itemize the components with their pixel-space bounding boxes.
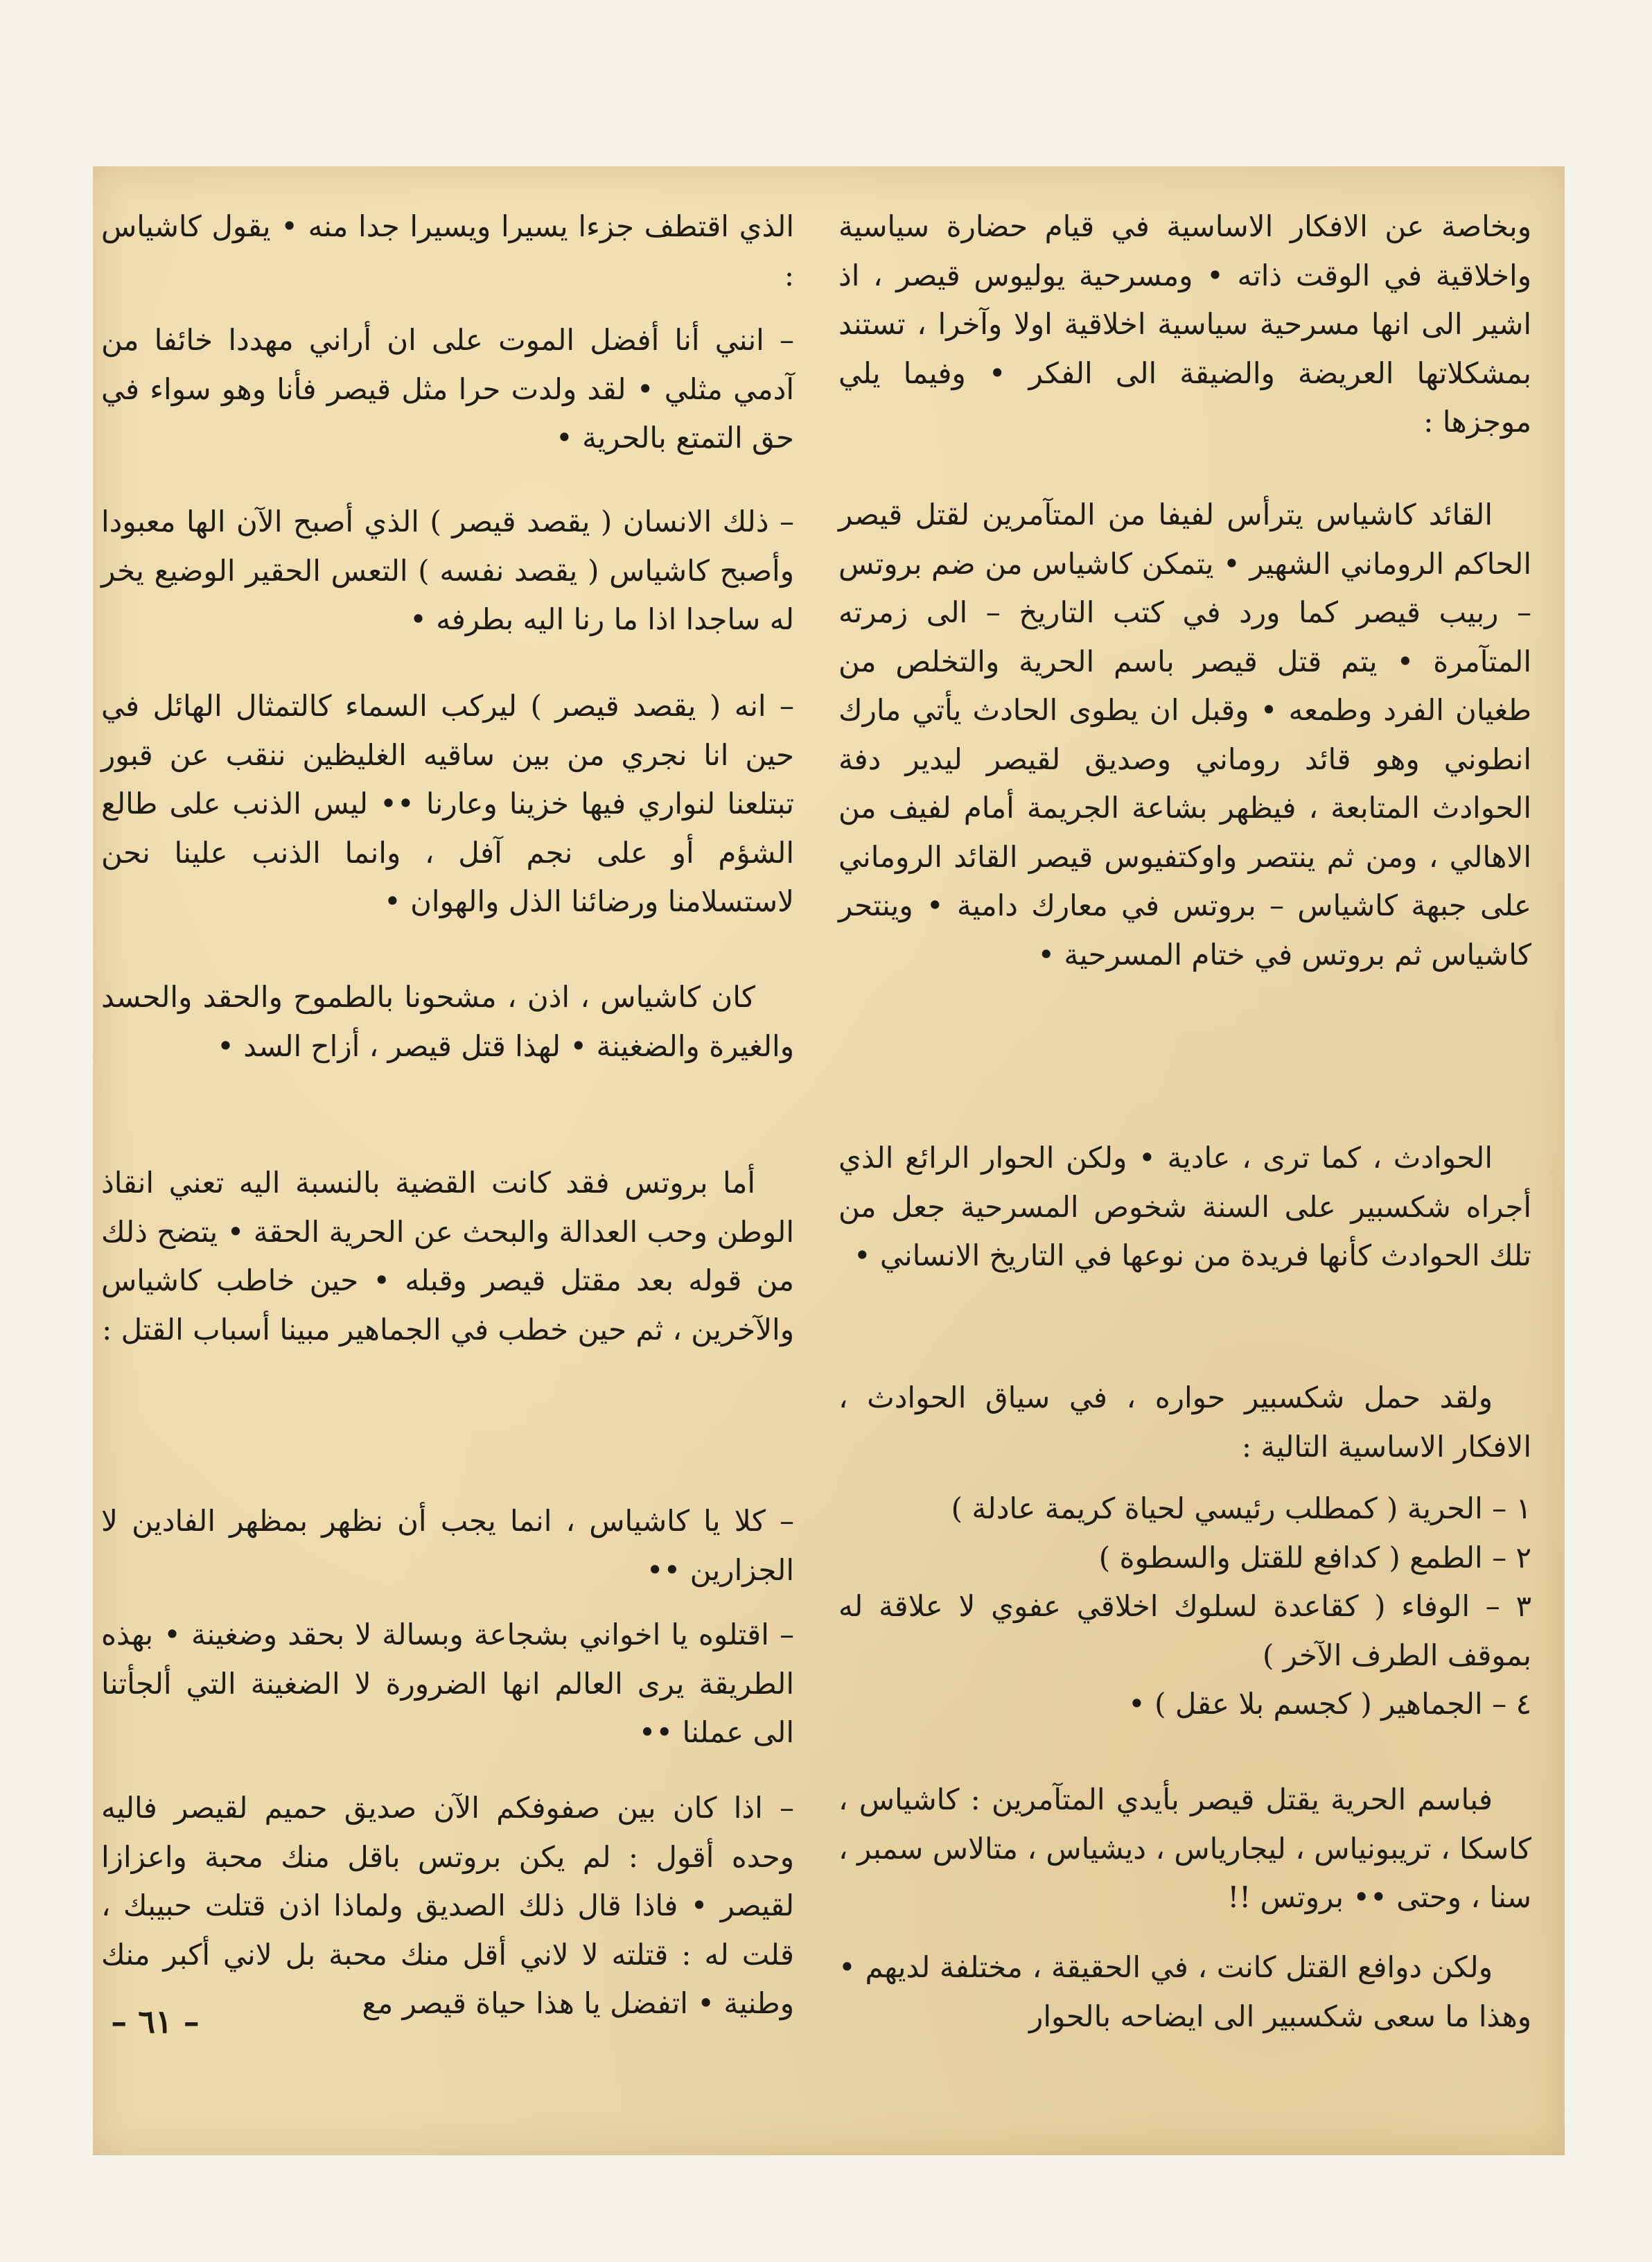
paragraph: فباسم الحرية يقتل قيصر بأيدي المتآمرين : كاشياس ، كاسكا ، تريبونياس ، ليجارياس ، ديشياس ، متالاس سمبر ، سنا ، وحتى •• بروتس !! — [838, 1782, 1531, 1915]
paragraph: ولكن دوافع القتل كانت ، في الحقيقة ، مختلفة لديهم • وهذا ما سعى شكسبير الى ايضاحه بالحوار — [838, 1950, 1531, 2033]
quote-paragraph: – كلا يا كاشياس ، انما يجب أن نظهر بمظهر الفادين لا الجزارين •• — [101, 1504, 794, 1587]
quote-paragraph: – انه ( يقصد قيصر ) ليركب السماء كالتمثال الهائل في حين انا نجري من بين ساقيه الغليظين ننقب عن قبور تبتلعنا لنواري فيها خزينا وعارنا •• ليس الذنب على طالع الشؤم أو على نجم آفل ، وانما الذنب علينا نحن لاستسلامنا ورضائنا الذل والهوان • — [101, 689, 794, 919]
paragraph: الحوادث ، كما ترى ، عادية • ولكن الحوار الرائع الذي أجراه شكسبير على السنة شخوص المسرحية جعل من تلك الحوادث كأنها فريدة من نوعها في التاريخ الانساني • — [838, 1141, 1531, 1273]
list-item: ٢ – الطمع ( كدافع للقتل والسطوة ) — [1098, 1540, 1531, 1575]
paragraph: كان كاشياس ، اذن ، مشحونا بالطموح والحقد والحسد والغيرة والضغينة • لهذا قتل قيصر ، أزاح السد • — [101, 980, 794, 1063]
page-number: – ٦١ – — [111, 2003, 200, 2040]
paragraph: أما بروتس فقد كانت القضية بالنسبة اليه تعني انقاذ الوطن وحب العدالة والبحث عن الحرية الحقة • يتضح ذلك من قوله بعد مقتل قيصر وقبله • حين خاطب كاشياس والآخرين ، ثم حين خطب في الجماهير مبينا أسباب القتل : — [101, 1166, 794, 1347]
list-item: ١ – الحرية ( كمطلب رئيسي لحياة كريمة عادلة ) — [951, 1491, 1531, 1525]
quote-paragraph: – اقتلوه يا اخواني بشجاعة وبسالة لا بحقد وضغينة • بهذه الطريقة يرى العالم انها الضرورة لا الضغينة التي ألجأتنا الى عملنا •• — [101, 1617, 794, 1750]
paragraph: القائد كاشياس يترأس لفيفا من المتآمرين لقتل قيصر الحاكم الروماني الشهير • يتمكن كاشياس من ضم بروتس – ربيب قيصر كما ورد في كتب التاريخ – الى زمرته المتآمرة • يتم قتل قيصر باسم الحرية والتخلص من طغيان الفرد وطمعه • وقبل ان يطوى الحادث يأتي مارك انطوني وهو قائد روماني وصديق لقيصر ليدير دفة الحوادث المتابعة ، فيظهر بشاعة الجريمة أمام لفيف من الاهالي ، ومن ثم ينتصر واوكتفيوس قيصر القائد الروماني على جبهة كاشياس – بروتس في معارك دامية • وينتحر كاشياس ثم بروتس في ختام المسرحية • — [838, 498, 1531, 972]
paragraph: الذي اقتطف جزءا يسيرا ويسيرا جدا منه • يقول كاشياس : — [101, 209, 794, 292]
list-item: ٤ – الجماهير ( كجسم بلا عقل ) • — [1128, 1687, 1531, 1721]
quote-paragraph: – انني أنا أفضل الموت على ان أراني مهددا خائفا من آدمي مثلي • لقد ولدت حرا مثل قيصر فأنا وهو سواء في حق التمتع بالحرية • — [101, 323, 794, 455]
quote-paragraph: – ذلك الانسان ( يقصد قيصر ) الذي أصبح الآن الها معبودا وأصبح كاشياس ( يقصد نفسه ) التعس الحقير الوضيع يخر له ساجدا اذا ما رنا اليه بطرفه • — [101, 505, 794, 637]
ideas-list — [838, 1484, 1531, 1729]
paragraph: وبخاصة عن الافكار الاساسية في قيام حضارة سياسية واخلاقية في الوقت ذاته • ومسرحية يوليوس قيصر ، اذ اشير الى انها مسرحية سياسية اخلاقية اولا وآخرا ، تستند بمشكلاتها العريضة والضيقة الى الفكر • وفيما يلي موجزها : — [838, 209, 1531, 439]
list-item: ٣ – الوفاء ( كقاعدة لسلوك اخلاقي عفوي لا علاقة له بموقف الطرف الآخر ) — [838, 1589, 1531, 1672]
paragraph: ولقد حمل شكسبير حواره ، في سياق الحوادث ، الافكار الاساسية التالية : — [838, 1380, 1531, 1464]
magazine-page — [93, 166, 1565, 2155]
quote-paragraph: – اذا كان بين صفوفكم الآن صديق حميم لقيصر فاليه وحده أقول : لم يكن بروتس باقل منك محبة واعزازا لقيصر • فاذا قال ذلك الصديق ولماذا اذن قتلت حبيبك ، قلت له : قتلته لا لاني أقل منك محبة بل لاني أكبر منك وطنية • اتفضل يا هذا حياة قيصر مع — [101, 1791, 794, 2021]
